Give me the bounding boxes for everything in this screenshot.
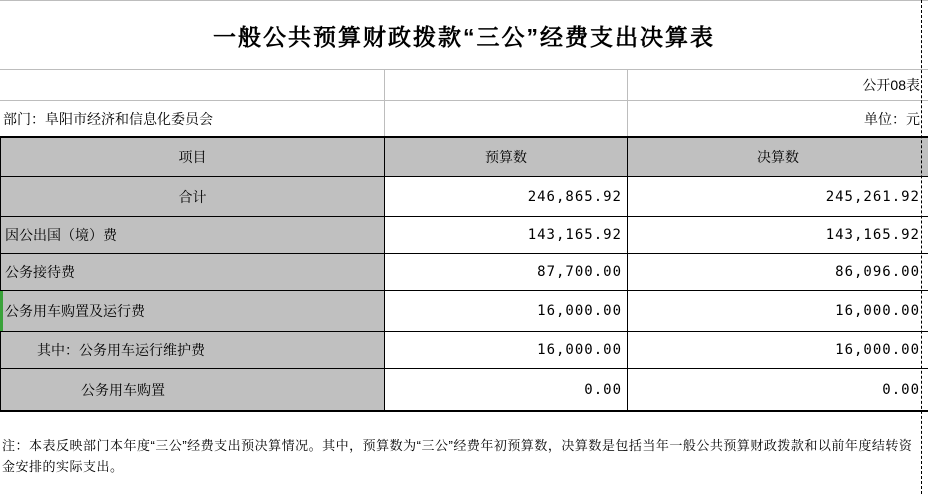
budget-cell: 0.00 [385, 369, 628, 410]
table-row-abroad [1, 217, 928, 254]
column-header-item: 项目 [1, 138, 385, 176]
page-title: 一般公共预算财政拨款“三公”经费支出决算表 [213, 23, 715, 50]
item-cell: 公务用车购置 [1, 369, 385, 410]
unit-label: 单位：元 [864, 110, 920, 127]
final-cell: 16,000.00 [835, 303, 920, 319]
item-cell: 其中：公务用车运行维护费 [1, 332, 385, 368]
final-cell: 0.00 [882, 381, 920, 398]
item-cell: 公务接待费 [1, 254, 385, 290]
meta-cell-empty [385, 101, 628, 136]
column-header-final: 决算数 [628, 138, 928, 176]
table-row-reception [1, 254, 928, 291]
item-cell: 因公出国（境）费 [1, 217, 385, 253]
budget-cell: 87,700.00 [385, 254, 628, 290]
meta-cell-empty [0, 70, 385, 100]
table-row-vehicle-purchase [1, 369, 928, 410]
title-row [0, 0, 928, 70]
budget-cell: 16,000.00 [385, 332, 628, 368]
final-cell: 86,096.00 [835, 264, 920, 280]
item-label: 公务用车购置及运行费 [5, 303, 145, 319]
department-label: 部门：阜阳市经济和信息化委员会 [0, 101, 385, 136]
final-cell: 16,000.00 [835, 342, 920, 358]
item-cell [1, 291, 385, 331]
budget-cell: 143,165.92 [385, 217, 628, 253]
budget-cell: 246,865.92 [385, 177, 628, 216]
footnote-text: 注：本表反映部门本年度“三公”经费支出预决算情况。其中，预算数为“三公”经费年初预算数，决算数是包括当年一般公共预算财政拨款和以前年度结转资金安排的实际支出。 [2, 438, 913, 474]
column-header-budget: 预算数 [385, 138, 628, 176]
sheet-label-row [0, 70, 928, 101]
row-selection-marker [0, 291, 3, 331]
table-row-total [1, 177, 928, 217]
final-cell: 143,165.92 [825, 227, 920, 243]
budget-cell: 16,000.00 [385, 291, 628, 331]
footnote-area [0, 412, 928, 477]
table-row-vehicle-total [1, 291, 928, 332]
table-row-vehicle-operation [1, 332, 928, 369]
sheet-number-label: 公开08表 [862, 77, 920, 93]
item-cell: 合计 [1, 177, 385, 216]
print-page-break-line [921, 0, 922, 494]
table-header-row [1, 138, 928, 177]
final-cell: 245,261.92 [825, 188, 920, 205]
meta-cell-empty [385, 70, 628, 100]
department-row [0, 101, 928, 136]
expenditure-table [0, 136, 928, 412]
